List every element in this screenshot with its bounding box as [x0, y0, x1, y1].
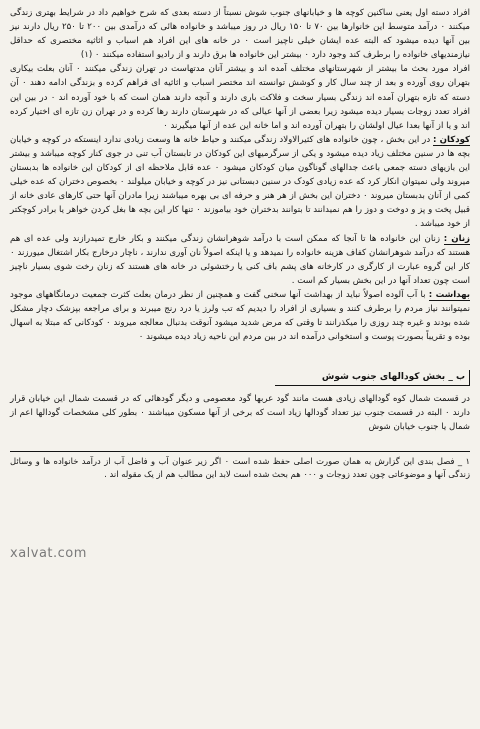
- footnote-block: [10, 455, 470, 482]
- section-b-text: در قسمت شمال کوه گودالهای زیادی هست مانند گود عربها گود معصومی و دیگر گودهائی که در قسمت شمال این خیابان قرار دارند ۰ البته در قسمت جنوب نیز تعداد گودالها زیاد است که برخی از آنها مسکون میباشند ۰ بطور کلی مشخصات گودالها اعم از شمال یا جنوب خیابان شوش: [10, 394, 470, 433]
- section-health: [10, 288, 470, 344]
- section-women: [10, 232, 470, 288]
- footnote-text: ۱ _ فصل بندی این گزارش به همان صورت اصلی حفظ شده است ۰ اگر زیر عنوان آب و فاضل آب از درآمد خانواده ها و وسائل زندگی آنها و موضوعاتی چون تعدد زوجات و ۰۰۰ هم بحث شده است لابد این مطالب هم از یک مقوله اند .: [10, 455, 470, 480]
- watermark-text: xalvat.com: [10, 546, 87, 561]
- section-children: [10, 133, 470, 232]
- paragraph-residents: افراد دسته اول یعنی ساکنین کوچه ها و خیابانهای جنوب شوش نسبتاً از دسته بعدی که شرح خواهیم داد در شرایط بهتری زندگی میکنند ۰ درآمد متوسط این خانوارها بین ۷۰ تا ۱۵۰ ریال در روز میباشد و خانواده هائی که درآمدی بین ۲۰۰ تا ۲۵۰ ریال دارند نیز بین آنها دیده میشود که البته عده ایشان خیلی ناچیز است ۰ در خانه های این افراد هم اسباب و اثاثیه مختصری که حداقل نیازمندیهای خانواده را برطرف کند وجود دارد ۰ بیشتر این خانواده ها برق دارند و از رادیو استفاده میکنند ۰ (۱): [10, 8, 471, 61]
- heading-health: بهداشت :: [428, 289, 471, 300]
- text-children: در این بخش ، چون خانواده های کثیرالاولاد زندگی میکنند و حیاط خانه ها وسعت زیادی ندارد اینستکه در کوچه و خیابان بچه ها در سنین مختلف زیاد دیده میشود و یکی از سرگرمیهای این کودکان در تابستان آب تنی در جوی کنار کوچه میباشد و بیشتر این بازیهای دسته جمعی باعث جدالهای گوناگون میان کودکان میشود ۰ عده قابل ملاحظه ای از کودکان این خانواده ها بدبستان میروند ولی نمیتوان انکار کرد که عده زیادی کودک در سنین دبستانی نیز در کوچه و خیابان میلولند ۰ بخصوص دختران که عده خیلی کمی از آنان بدبستان میروند ۰ دختران این بخش از هر هنر و حرفه ای بی بهره میباشند زیرا مادران آنها حتی کارهای عادی خانه از قبیل پخت و پز و دوخت و دوز را هم نمیدانند تا بتوانند بدختران خود بیاموزند ۰ تنها کار این بچه ها بغل کردن خواهر یا برادر کوچکتر از خود میباشد .: [10, 134, 471, 230]
- text-women: زنان این خانواده ها تا آنجا که ممکن است با درآمد شوهرانشان زندگی میکنند و بکار خارج تمیدرازند ولی عده ای هم هستند که درآمد شوهرانشان کفاف هزینه خانواده را نمیدهد و یا اینکه اصولاً نان آوری ندارند ، ناچار درخارج بکار اشتغال میورزند ۰ کار این گروه عبارت از کارگری در کارخانه های پشم باف کنی یا رختشوئی در خانه های هستند که زنان رخت شوی بسیار ناچیز است چون تعداد آنها در این بخش بسیار کم است .: [10, 233, 470, 286]
- heading-women: زنان :: [443, 233, 470, 244]
- section-b-title: ب _ بخش کودالهای جنوب شوش: [275, 370, 470, 386]
- footnote-divider: [10, 451, 470, 452]
- text-health: با آب آلوده اصولاً نباید از بهداشت آنها سخنی گفت و همچنین از نظر درمان بعلت کثرت جمعیت درمانگاههای موجود نمیتوانند نیاز مردم را برطرف کنند و بسیاری از افراد را دیدیم که تب ولرز یا درد رنج میبرند و برای مراجعه بپزشک دچار مشکل شده بودند و غیره چند روزی را میکذرانند تا وقتی که مرض شدید میشود آنوقت بدنبال معالجه میروند ۰ کودکانی که مبتلا به اسهال بوده و تقریباً بصورت پوست و استخوانی درآمده اند در بین مردم این ناحیه زیاد دیده میشوند ۰: [10, 289, 470, 343]
- heading-children: کودکان :: [433, 134, 470, 145]
- paragraph-migrants: افراد مورد بحث ما بیشتر از شهرستانهای مختلف آمده اند و بیشتر آنان مدتهاست در تهران زندگی میکنند ۰ آنان بعلت بیکاری بتهران روی آورده و بعد از چند سال کار و کوشش توانسته اند مختصر اسباب و اثاثیه ای فراهم کرده و بزندگی ادامه دهند ۰ آن دسته که تازه بتهران آمده اند زندگی بسیار سخت و فلاکت باری دارند و آنچه دارند همان است که با خود آورده اند ۰ در بین این افراد تعدد زوجات بسیار دیده میشود زیرا بعضی از آنها عیالی که در شهرستان دارند رها کرده و در تهران زن تازه ای اختیار کرده اند و یا از آنها بعدا عیال اولشان را بتهران آورده اند و اما خانه این عده از آنها میگیرند ۰: [10, 64, 470, 131]
